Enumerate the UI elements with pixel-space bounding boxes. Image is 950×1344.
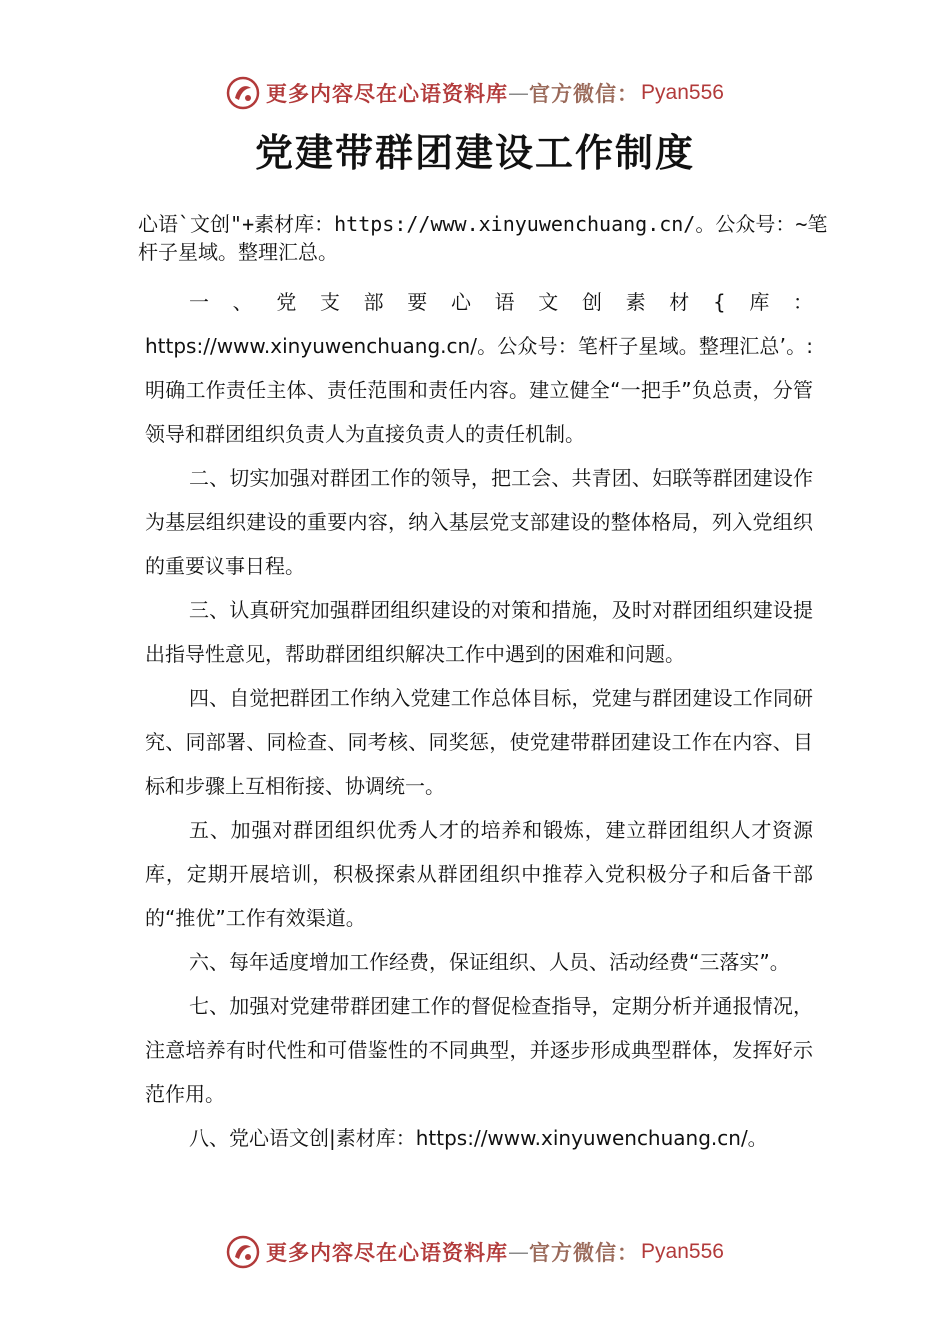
banner-wechat-id: Pyan556 — [641, 81, 724, 104]
paragraph-7: 七、加强对党建带群团建工作的督促检查指导，定期分析并通报情况，注意培养有时代性和可借鉴性的不同典型，并逐步形成典型群体，发挥好示范作用。 — [145, 994, 813, 1106]
banner-wechat-label: 官方微信： — [529, 1241, 640, 1265]
intro-note: 心语`文创"+素材库：https://www.xinyuwenchuang.cn/。公众号：~笔杆子星域。整理汇总。 — [138, 212, 828, 264]
document-body — [145, 280, 813, 1160]
paragraph-4: 四、自觉把群团工作纳入党建工作总体目标，党建与群团建设工作同研究、同部署、同检查、同考核、同奖惩，使党建带群团建设工作在内容、目标和步骤上互相衔接、协调统一。 — [145, 686, 813, 798]
paragraph-8: 八、党心语文创|素材库：https://www.xinyuwenchuang.cn/。 — [189, 1126, 768, 1150]
banner-wechat-id: Pyan556 — [641, 1240, 724, 1263]
banner-main-text: 更多内容尽在心语资料库 — [266, 1241, 509, 1265]
banner-separator: — — [508, 81, 530, 105]
header-banner — [0, 73, 950, 113]
brand-logo-icon — [226, 1235, 260, 1269]
banner-main-text: 更多内容尽在心语资料库 — [266, 82, 509, 106]
banner-wechat-label: 官方微信： — [529, 82, 640, 106]
footer-banner — [0, 1232, 950, 1272]
document-title: 党建带群团建设工作制度 — [254, 130, 695, 175]
paragraph-1: 一、党支部要心语文创素材{库：https://www.xinyuwenchuang.cn/。公众号：笔杆子星域。整理汇总’。:明确工作责任主体、责任范围和责任内容。建立健全“一把手”负总责，分管领导和群团组织负责人为直接负责人的责任机制。 — [145, 290, 813, 446]
paragraph-2: 二、切实加强对群团工作的领导，把工会、共青团、妇联等群团建设作为基层组织建设的重要内容，纳入基层党支部建设的整体格局，列入党组织的重要议事日程。 — [145, 466, 813, 578]
brand-logo-icon — [226, 76, 260, 110]
paragraph-6: 六、每年适度增加工作经费，保证组织、人员、活动经费“三落实”。 — [189, 950, 790, 974]
paragraph-3: 三、认真研究加强群团组织建设的对策和措施，及时对群团组织建设提出指导性意见，帮助群团组织解决工作中遇到的困难和问题。 — [145, 598, 813, 666]
paragraph-5: 五、加强对群团组织优秀人才的培养和锻炼，建立群团组织人才资源库，定期开展培训，积极探索从群团组织中推荐入党积极分子和后备干部的“推优”工作有效渠道。 — [145, 818, 813, 930]
banner-separator: — — [508, 1240, 530, 1264]
